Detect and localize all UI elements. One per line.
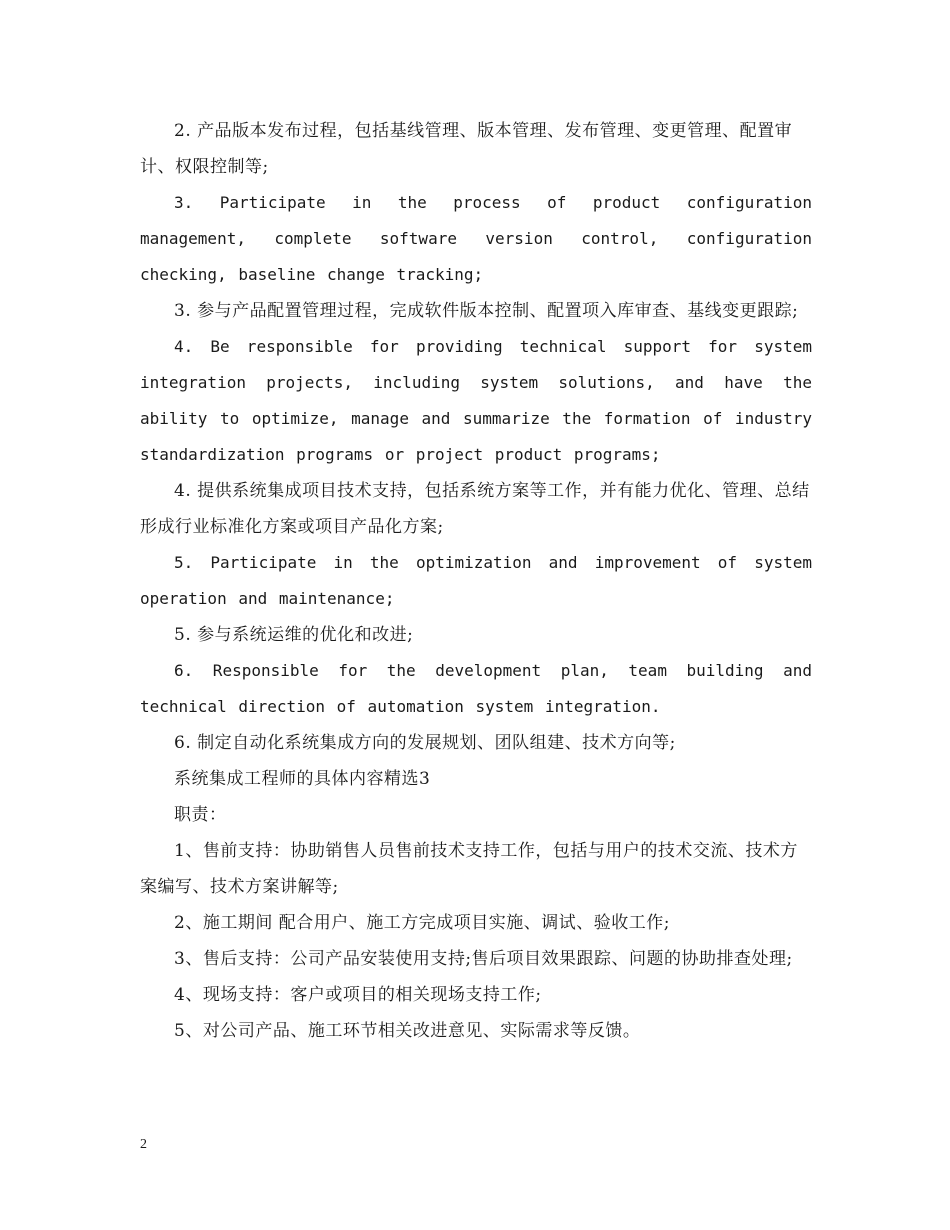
paragraph-zh-item-5: 5. 参与系统运维的优化和改进;	[174, 625, 414, 645]
paragraph-zh-item-3: 3. 参与产品配置管理过程，完成软件版本控制、配置项入库审查、基线变更跟踪;	[174, 301, 799, 321]
duty-item-2: 2、施工期间 配合用户、施工方完成项目实施、调试、验收工作;	[174, 913, 670, 933]
paragraph-zh-item-4: 4. 提供系统集成项目技术支持，包括系统方案等工作，并有能力优化、管理、总结形成行业标准化方案或项目产品化方案;	[140, 481, 810, 537]
duty-item-3: 3、售后支持：公司产品安装使用支持;售后项目效果跟踪、问题的协助排查处理;	[174, 949, 793, 969]
duty-item-1: 1、售前支持：协助销售人员售前技术支持工作，包括与用户的技术交流、技术方案编写、技术方案讲解等;	[140, 841, 798, 897]
duty-item-5: 5、对公司产品、施工环节相关改进意见、实际需求等反馈。	[174, 1021, 641, 1041]
paragraph-en-item-6: 6. Responsible for the development plan, team building and technical direction of automation system integration.	[140, 661, 812, 716]
paragraph-en-item-4: 4. Be responsible for providing technical support for system integration projects, including system solutions, and have the ability to optimize, manage and summarize the formation of industry standardization programs or project product programs;	[140, 337, 812, 464]
duty-item-4: 4、现场支持：客户或项目的相关现场支持工作;	[174, 985, 542, 1005]
responsibilities-label: 职责：	[174, 805, 227, 825]
document-body	[140, 113, 812, 1049]
section-heading: 系统集成工程师的具体内容精选3	[174, 769, 431, 789]
paragraph-zh-item-2: 2. 产品版本发布过程，包括基线管理、版本管理、发布管理、变更管理、配置审计、权限控制等;	[140, 121, 793, 177]
paragraph-en-item-3: 3. Participate in the process of product configuration management, complete software version control, configuration checking, baseline change tracking;	[140, 193, 812, 284]
paragraph-zh-item-6: 6. 制定自动化系统集成方向的发展规划、团队组建、技术方向等;	[174, 733, 676, 753]
page-number: 2	[140, 1137, 147, 1152]
paragraph-en-item-5: 5. Participate in the optimization and improvement of system operation and maintenance;	[140, 553, 812, 608]
